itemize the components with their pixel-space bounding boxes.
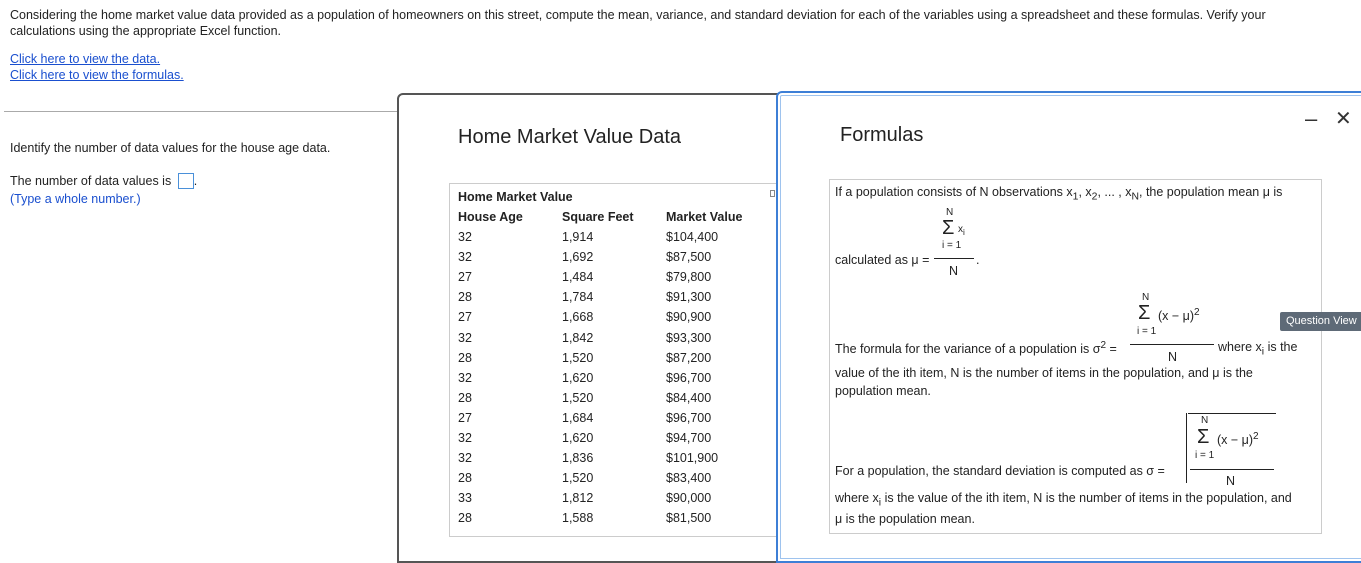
house-age-cell: 27 [458, 270, 472, 285]
var-deviation: $(x - \mu)^2$ [1158, 307, 1200, 324]
market-value-cell: $84,400 [666, 390, 712, 405]
mean-period: . [976, 253, 980, 267]
market-value-cell: $93,300 [666, 330, 712, 345]
house-age-cell: 28 [458, 471, 472, 486]
sd-sum-lower: i = 1 [1195, 450, 1215, 461]
formulas-window [776, 91, 1361, 563]
sd-line-3: μ is the population mean. [835, 512, 975, 526]
answer-input[interactable] [178, 173, 194, 189]
answer-suffix: . [193, 174, 198, 188]
square-feet-cell: 1,620 [562, 431, 594, 445]
house-age-cell: 28 [458, 290, 472, 305]
sd-radical-stem [1186, 413, 1187, 483]
table-caption: Home Market Value [458, 190, 573, 204]
resize-handle[interactable] [770, 190, 775, 197]
sd-radical-bar [1188, 413, 1276, 414]
data-table [449, 183, 784, 537]
house-age-cell: 32 [458, 250, 472, 265]
var-sum-upper: N [1142, 292, 1150, 303]
square-feet-cell: 1,520 [562, 390, 594, 405]
square-feet-cell: 1,836 [562, 451, 594, 466]
square-feet-cell: 1,668 [562, 310, 594, 325]
divider [4, 111, 399, 112]
market-value-cell: $96,700 [666, 370, 712, 385]
mean-intro: If a population consists of N observations $x_1$, $x_2$, ... , $x_N$, the population mean μ is [835, 185, 1283, 203]
data-window [397, 93, 787, 563]
mean-calc-label: calculated as μ = [835, 253, 930, 267]
view-data-link[interactable]: Click here to view the data. [10, 52, 161, 66]
market-value-cell: $96,700 [666, 410, 712, 425]
mean-sum-lower: i = 1 [942, 240, 962, 251]
house-age-cell: 28 [458, 390, 472, 405]
answer-prefix: The number of data values is [10, 174, 172, 188]
instructions-text: Considering the home market value data provided as a population of homeowners on this street, compute the mean, variance, and standard deviation for each of the variables using a spreadsheet and these formulas. Verify your calculations using the appropriate Excel function. [10, 8, 1266, 38]
square-feet-cell: 1,914 [562, 230, 594, 244]
house-age-cell: 27 [458, 310, 472, 325]
square-feet-cell: 1,588 [562, 511, 594, 526]
market-value-cell: $81,500 [666, 511, 712, 526]
minimize-icon[interactable]: – [1305, 106, 1318, 131]
mean-sigma-icon: Σ [942, 217, 955, 239]
house-age-cell: 28 [458, 350, 472, 365]
house-age-cell: 32 [458, 451, 472, 466]
var-tail: where $x_i$ is the [1218, 340, 1298, 358]
question-prompt: Identify the number of data values for the house age data. [10, 141, 331, 155]
mean-denominator: N [949, 264, 959, 278]
mean-fraction-bar [934, 258, 974, 259]
var-line-3: population mean. [835, 384, 931, 398]
market-value-cell: $91,300 [666, 290, 712, 305]
mean-xi: $x_i$ [958, 224, 965, 237]
house-age-cell: 27 [458, 410, 472, 425]
var-sum-lower: i = 1 [1137, 326, 1157, 337]
market-value-cell: $104,400 [666, 230, 719, 244]
close-icon[interactable]: ✕ [1335, 108, 1352, 130]
market-value-cell: $83,400 [666, 471, 712, 486]
var-denominator: N [1168, 350, 1178, 364]
answer-line [10, 173, 197, 189]
market-value-cell: $90,900 [666, 310, 712, 325]
market-value-cell: $79,800 [666, 270, 712, 285]
mean-sum-upper: N [946, 207, 954, 218]
sd-lead: For a population, the standard deviation is computed as σ = [835, 464, 1165, 478]
var-sigma-icon: Σ [1138, 302, 1151, 324]
house-age-cell: 33 [458, 491, 472, 506]
square-feet-cell: 1,484 [562, 270, 594, 285]
house-age-cell: 32 [458, 230, 472, 244]
sd-sum-upper: N [1201, 415, 1209, 426]
var-line-2: value of the ith item, N is the number of items in the population, and μ is the [835, 366, 1253, 380]
col-header-house-age: House Age [458, 210, 523, 224]
var-fraction-bar [1130, 344, 1214, 345]
square-feet-cell: 1,784 [562, 290, 594, 305]
formulas-window-title: Formulas [840, 124, 924, 146]
square-feet-cell: 1,684 [562, 410, 594, 425]
market-value-cell: $94,700 [666, 431, 712, 445]
square-feet-cell: 1,812 [562, 491, 594, 506]
sd-deviation: $(x - \mu)^2$ [1217, 431, 1259, 448]
sd-fraction-bar [1190, 469, 1274, 470]
square-feet-cell: 1,842 [562, 330, 594, 345]
square-feet-cell: 1,692 [562, 250, 594, 265]
square-feet-cell: 1,520 [562, 350, 594, 365]
market-value-cell: $101,900 [666, 451, 719, 466]
square-feet-cell: 1,520 [562, 471, 594, 486]
square-feet-cell: 1,620 [562, 370, 594, 385]
var-lead: The formula for the variance of a population is $\sigma^2$ = [835, 340, 1117, 357]
house-age-cell: 32 [458, 431, 472, 445]
col-header-square-feet: Square Feet [562, 210, 634, 224]
answer-hint: (Type a whole number.) [10, 192, 141, 206]
sd-line-2: where $x_i$ is the value of the ith item, N is the number of items in the population, and [835, 491, 1292, 509]
sd-sigma-icon: Σ [1197, 426, 1210, 448]
house-age-cell: 32 [458, 330, 472, 345]
col-header-market-value: Market Value [666, 210, 743, 224]
market-value-cell: $87,500 [666, 250, 712, 265]
market-value-cell: $90,000 [666, 491, 712, 506]
market-value-cell: $87,200 [666, 350, 712, 365]
data-window-title: Home Market Value Data [458, 126, 682, 148]
house-age-cell: 32 [458, 370, 472, 385]
question-view-button[interactable]: Question View [1280, 312, 1361, 331]
house-age-cell: 28 [458, 511, 472, 526]
view-formulas-link[interactable]: Click here to view the formulas. [10, 68, 184, 82]
sd-denominator: N [1226, 474, 1236, 488]
